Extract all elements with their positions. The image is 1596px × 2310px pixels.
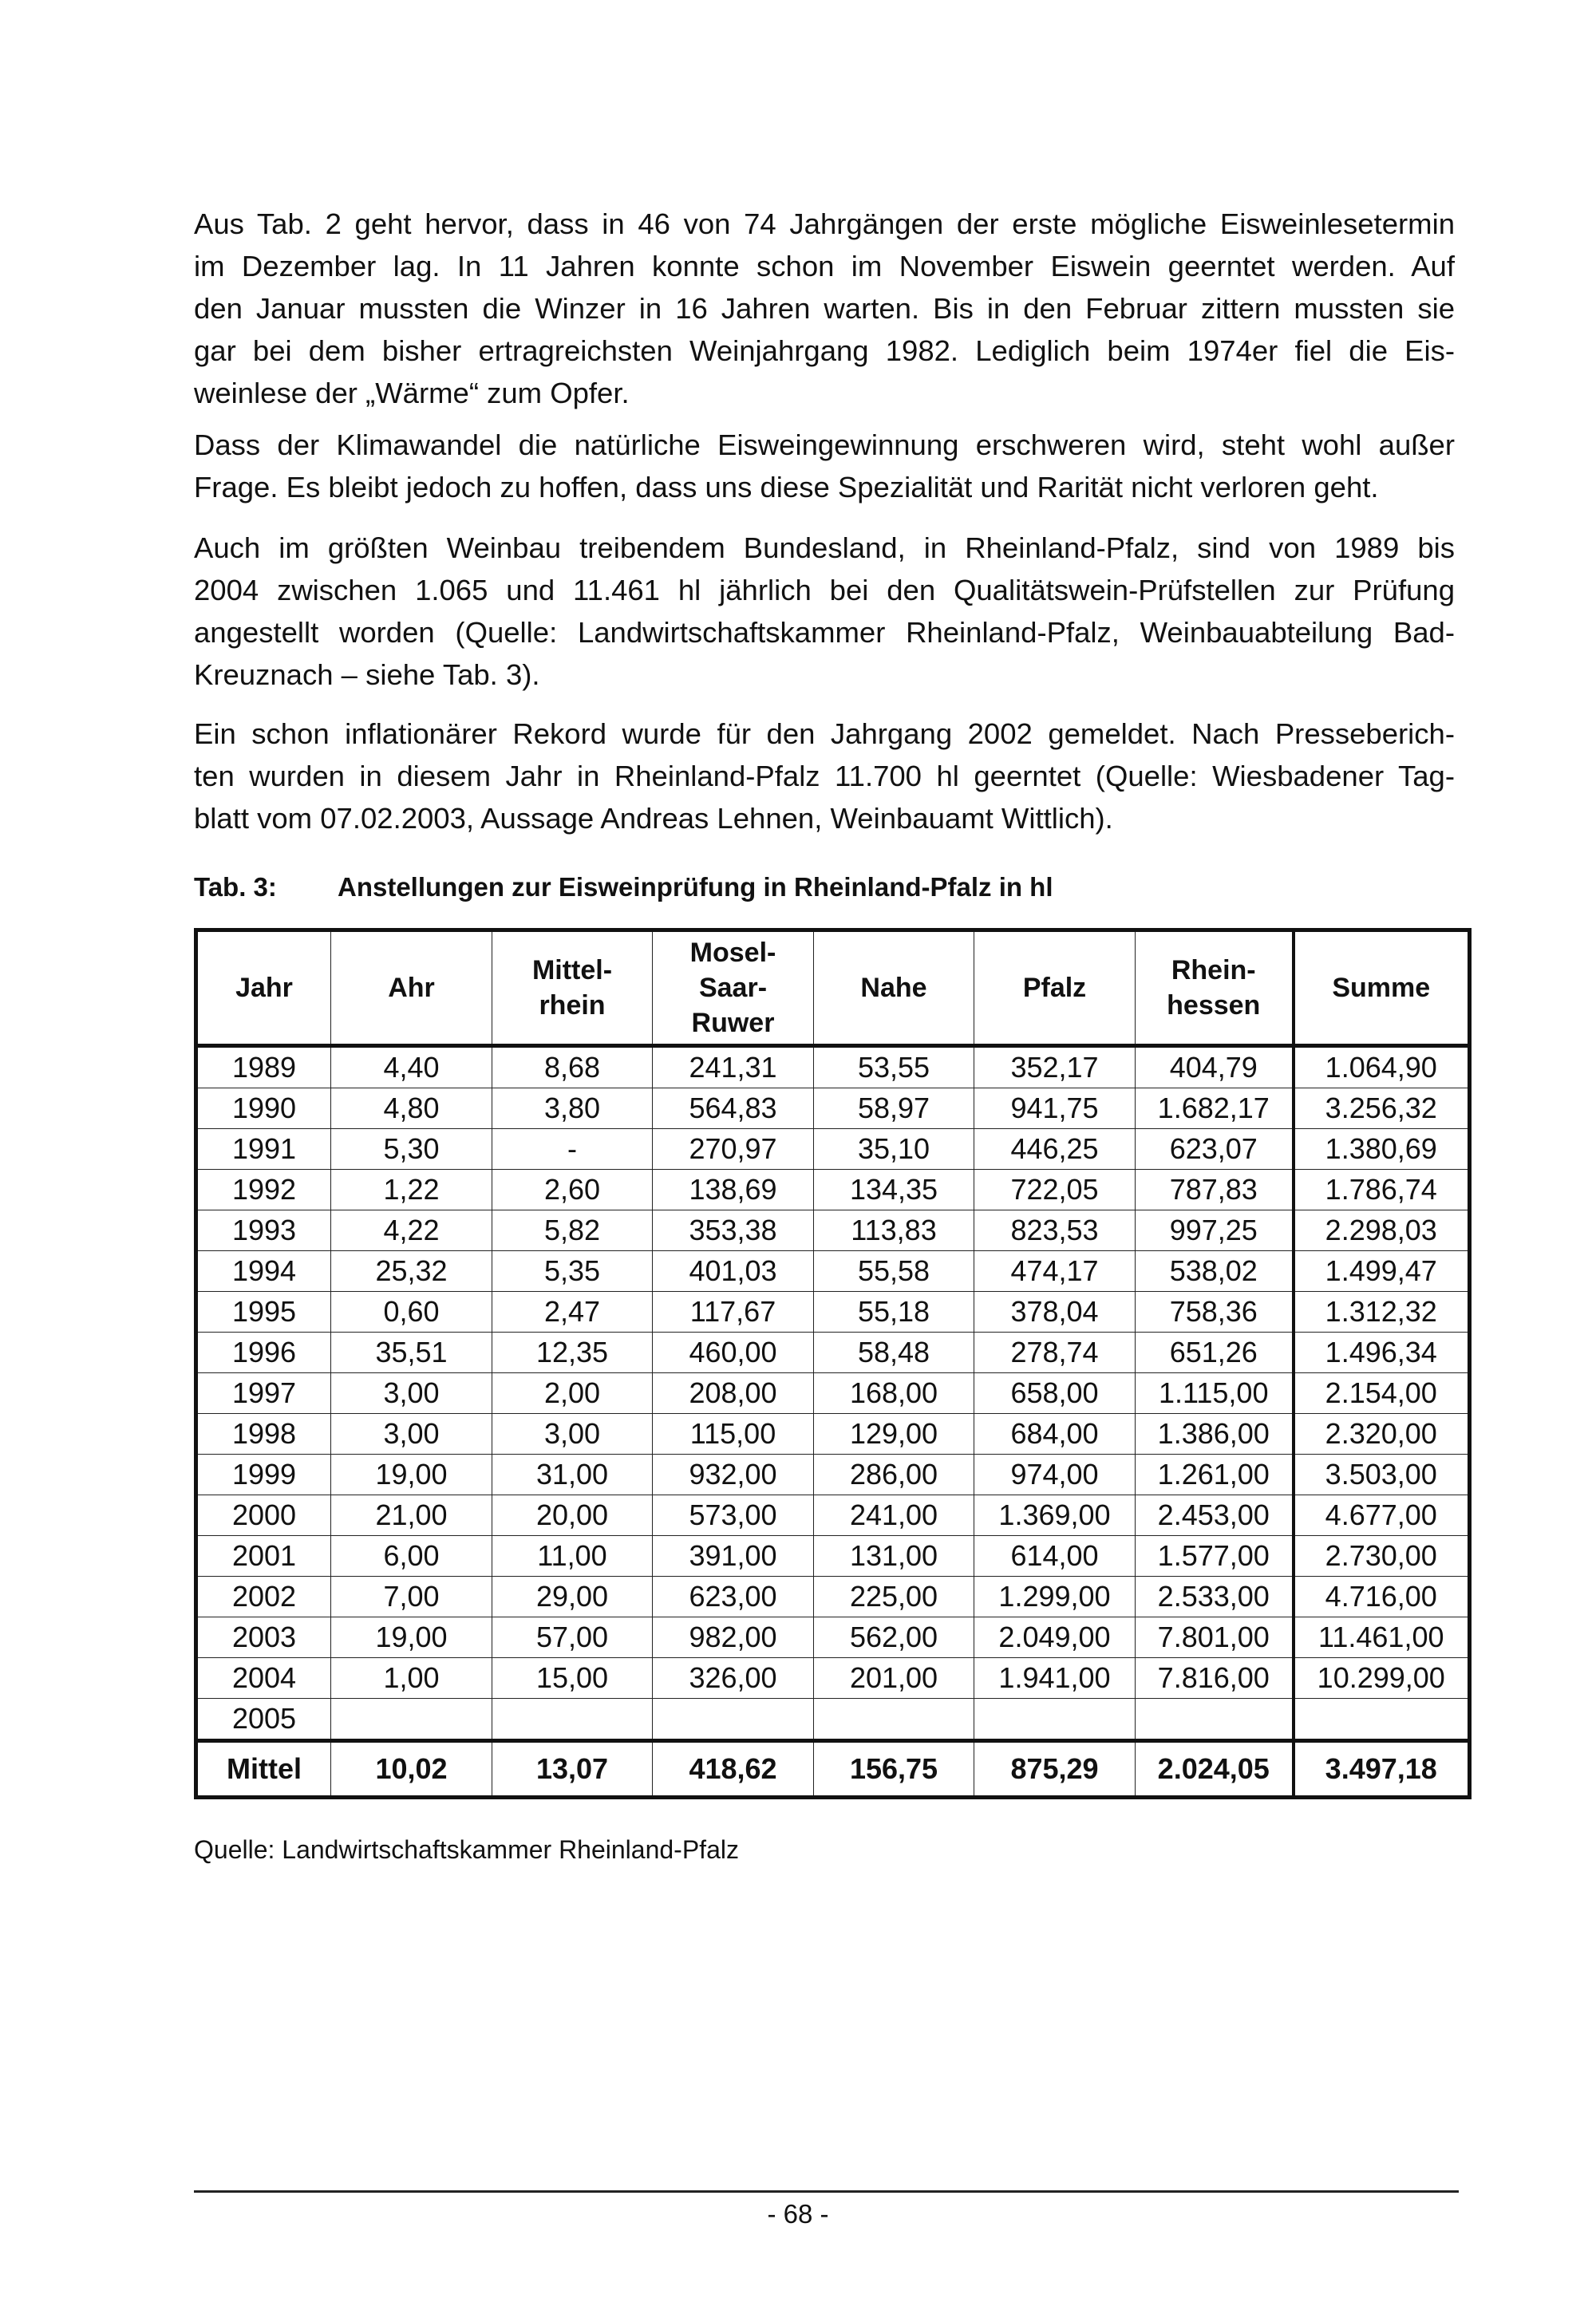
table-cell: 241,00 [814, 1495, 974, 1536]
table-cell: 1.941,00 [974, 1658, 1136, 1699]
table-cell: 2000 [196, 1495, 331, 1536]
table-cell: 875,29 [974, 1741, 1136, 1798]
table-row [196, 1088, 1470, 1129]
table-cell: 134,35 [814, 1170, 974, 1210]
header-pfalz: Pfalz [974, 930, 1136, 1046]
table-header-row [196, 930, 1470, 1046]
text-line: gar bei dem bisher ertragreichsten Weinjahrgang 1982. Lediglich beim 1974er fiel die Eis- [194, 334, 1455, 367]
table-cell: 4.677,00 [1294, 1495, 1470, 1536]
table-cell: 208,00 [653, 1373, 814, 1414]
table-cell: 2003 [196, 1617, 331, 1658]
table-cell: 982,00 [653, 1617, 814, 1658]
table-cell: 538,02 [1136, 1251, 1294, 1292]
table-cell: 378,04 [974, 1292, 1136, 1333]
table-cell: 5,82 [492, 1210, 653, 1251]
table-cell: 2,60 [492, 1170, 653, 1210]
table-cell: 623,00 [653, 1577, 814, 1617]
table-cell: 4,40 [331, 1046, 492, 1088]
table-row [196, 1373, 1470, 1414]
table-row [196, 1617, 1470, 1658]
table-cell: 1.577,00 [1136, 1536, 1294, 1577]
table-cell: 1.312,32 [1294, 1292, 1470, 1333]
table-row [196, 1251, 1470, 1292]
table-cell: 326,00 [653, 1658, 814, 1699]
table-cell: 117,67 [653, 1292, 814, 1333]
table-source: Quelle: Landwirtschaftskammer Rheinland-Pfalz [194, 1835, 739, 1864]
text-line: im Dezember lag. In 11 Jahren konnte schon im November Eiswein geerntet werden. Auf [194, 250, 1455, 282]
table-cell: 1.786,74 [1294, 1170, 1470, 1210]
table-cell: 974,00 [974, 1455, 1136, 1495]
table-cell: 156,75 [814, 1741, 974, 1798]
table-row [196, 1170, 1470, 1210]
table-cell: 932,00 [653, 1455, 814, 1495]
text-line: Kreuznach – siehe Tab. 3). [194, 658, 540, 691]
table-cell: 13,07 [492, 1741, 653, 1798]
table-cell: 1.261,00 [1136, 1455, 1294, 1495]
table-row [196, 1210, 1470, 1251]
table-cell: 131,00 [814, 1536, 974, 1577]
paragraph-2 [194, 424, 1455, 508]
table-cell: 446,25 [974, 1129, 1136, 1170]
table-cell: 2.533,00 [1136, 1577, 1294, 1617]
text-line: weinlese der „Wärme“ zum Opfer. [194, 377, 630, 409]
table-row [196, 1699, 1470, 1741]
table-cell: 658,00 [974, 1373, 1136, 1414]
table-cell: 21,00 [331, 1495, 492, 1536]
header-jahr: Jahr [196, 930, 331, 1046]
table-cell: 722,05 [974, 1170, 1136, 1210]
table-body [196, 1046, 1470, 1741]
table-row [196, 1414, 1470, 1455]
table-cell: 1993 [196, 1210, 331, 1251]
text-line: Aus Tab. 2 geht hervor, dass in 46 von 74 Jahrgängen der erste mögliche Eisweinlesetermin [194, 207, 1455, 240]
table-row [196, 1577, 1470, 1617]
table-cell: 168,00 [814, 1373, 974, 1414]
table-cell: 573,00 [653, 1495, 814, 1536]
table-cell: 6,00 [331, 1536, 492, 1577]
table-cell: 353,38 [653, 1210, 814, 1251]
table-cell: 2.730,00 [1294, 1536, 1470, 1577]
table-cell: 0,60 [331, 1292, 492, 1333]
table-cell: 2004 [196, 1658, 331, 1699]
table-cell: 1.380,69 [1294, 1129, 1470, 1170]
table-caption-title: Anstellungen zur Eisweinprüfung in Rheinland-Pfalz in hl [338, 872, 1053, 902]
table-cell: 241,31 [653, 1046, 814, 1088]
table-cell: 55,58 [814, 1251, 974, 1292]
table-cell: 2.049,00 [974, 1617, 1136, 1658]
table-cell: 31,00 [492, 1455, 653, 1495]
table-cell: 1.064,90 [1294, 1046, 1470, 1088]
table-cell: 474,17 [974, 1251, 1136, 1292]
table-cell: 1,00 [331, 1658, 492, 1699]
table-cell: 1997 [196, 1373, 331, 1414]
table-cell: 11.461,00 [1294, 1617, 1470, 1658]
table-row [196, 1292, 1470, 1333]
table-cell [331, 1699, 492, 1741]
text-line: Auch im größten Weinbau treibendem Bundesland, in Rheinland-Pfalz, sind von 1989 bis [194, 531, 1455, 564]
table-cell: 1.115,00 [1136, 1373, 1294, 1414]
table-cell: 270,97 [653, 1129, 814, 1170]
table-cell: 5,35 [492, 1251, 653, 1292]
footer-divider [194, 2190, 1459, 2193]
table-cell: 3.256,32 [1294, 1088, 1470, 1129]
table-cell [814, 1699, 974, 1741]
header-mosel-saar-ruwer: Mosel- Saar- Ruwer [653, 930, 814, 1046]
table-cell: 1989 [196, 1046, 331, 1088]
table-cell: 1999 [196, 1455, 331, 1495]
table-cell: 225,00 [814, 1577, 974, 1617]
table-cell: 2.154,00 [1294, 1373, 1470, 1414]
table-cell: 2002 [196, 1577, 331, 1617]
table-cell: 35,10 [814, 1129, 974, 1170]
table-cell: 12,35 [492, 1333, 653, 1373]
table-cell: 286,00 [814, 1455, 974, 1495]
table-row-mittel [196, 1741, 1470, 1798]
header-nahe: Nahe [814, 930, 974, 1046]
table-cell: Mittel [196, 1741, 331, 1798]
table-cell: 1.682,17 [1136, 1088, 1294, 1129]
table-cell: 10,02 [331, 1741, 492, 1798]
table-cell: 113,83 [814, 1210, 974, 1251]
table-cell: 1991 [196, 1129, 331, 1170]
table-cell: 352,17 [974, 1046, 1136, 1088]
table-cell [653, 1699, 814, 1741]
table-cell: 404,79 [1136, 1046, 1294, 1088]
table-cell: 11,00 [492, 1536, 653, 1577]
table-cell: 3,00 [331, 1373, 492, 1414]
table-cell: 129,00 [814, 1414, 974, 1455]
table-cell: 8,68 [492, 1046, 653, 1088]
table-cell: 562,00 [814, 1617, 974, 1658]
table-cell: 15,00 [492, 1658, 653, 1699]
eiswein-table [194, 928, 1472, 1799]
paragraph-3 [194, 527, 1455, 696]
table-cell: 3,00 [331, 1414, 492, 1455]
table-cell: 19,00 [331, 1617, 492, 1658]
table-cell: 418,62 [653, 1741, 814, 1798]
table-cell [492, 1699, 653, 1741]
table-cell: 2005 [196, 1699, 331, 1741]
table-cell: 758,36 [1136, 1292, 1294, 1333]
text-line: 2004 zwischen 1.065 und 11.461 hl jährlich bei den Qualitätswein-Prüfstellen zur Prüfung [194, 574, 1455, 606]
table-cell: 115,00 [653, 1414, 814, 1455]
table-cell: 823,53 [974, 1210, 1136, 1251]
paragraph-1 [194, 203, 1455, 414]
table-cell: 1998 [196, 1414, 331, 1455]
table-cell: 2.024,05 [1136, 1741, 1294, 1798]
table-cell: 278,74 [974, 1333, 1136, 1373]
table-cell: 7.801,00 [1136, 1617, 1294, 1658]
table-caption [194, 872, 1053, 902]
table-cell: 997,25 [1136, 1210, 1294, 1251]
paragraph-4 [194, 713, 1455, 839]
table-cell: 4.716,00 [1294, 1577, 1470, 1617]
text-line: ten wurden in diesem Jahr in Rheinland-Pfalz 11.700 hl geerntet (Quelle: Wiesbadener Tag- [194, 760, 1455, 792]
table-cell: 2001 [196, 1536, 331, 1577]
table-cell: 3.503,00 [1294, 1455, 1470, 1495]
table-cell: 787,83 [1136, 1170, 1294, 1210]
table-cell [1294, 1699, 1470, 1741]
table-cell: 623,07 [1136, 1129, 1294, 1170]
table-cell: 55,18 [814, 1292, 974, 1333]
header-summe: Summe [1294, 930, 1470, 1046]
table-cell: 3,80 [492, 1088, 653, 1129]
text-line: Dass der Klimawandel die natürliche Eisweingewinnung erschweren wird, steht wohl außer [194, 428, 1455, 461]
table-cell: 201,00 [814, 1658, 974, 1699]
table-cell: 7,00 [331, 1577, 492, 1617]
table-cell: 614,00 [974, 1536, 1136, 1577]
header-ahr: Ahr [331, 930, 492, 1046]
page-number: - 68 - [767, 2199, 829, 2229]
table-cell: 1.499,47 [1294, 1251, 1470, 1292]
table-row [196, 1046, 1470, 1088]
table-cell: 684,00 [974, 1414, 1136, 1455]
table-cell: 53,55 [814, 1046, 974, 1088]
table-cell: 1990 [196, 1088, 331, 1129]
table-cell: 2.320,00 [1294, 1414, 1470, 1455]
table-cell: 1.299,00 [974, 1577, 1136, 1617]
table-cell: 2.298,03 [1294, 1210, 1470, 1251]
table-cell: 5,30 [331, 1129, 492, 1170]
table-cell: 1992 [196, 1170, 331, 1210]
text-line: Frage. Es bleibt jedoch zu hoffen, dass uns diese Spezialität und Rarität nicht verloren geht. [194, 471, 1379, 503]
table-cell: 25,32 [331, 1251, 492, 1292]
table-cell: 391,00 [653, 1536, 814, 1577]
table-cell: 29,00 [492, 1577, 653, 1617]
table-cell: 1.369,00 [974, 1495, 1136, 1536]
table-caption-label: Tab. 3: [194, 872, 277, 902]
table-cell: 941,75 [974, 1088, 1136, 1129]
table-cell: 7.816,00 [1136, 1658, 1294, 1699]
table-cell: 58,48 [814, 1333, 974, 1373]
table-cell: 10.299,00 [1294, 1658, 1470, 1699]
table-cell: 1,22 [331, 1170, 492, 1210]
table-cell: 2,47 [492, 1292, 653, 1333]
table-cell: 20,00 [492, 1495, 653, 1536]
table-cell: 1995 [196, 1292, 331, 1333]
table-cell: 58,97 [814, 1088, 974, 1129]
table-cell: 564,83 [653, 1088, 814, 1129]
table-cell [974, 1699, 1136, 1741]
table-cell: 4,22 [331, 1210, 492, 1251]
table-cell: 57,00 [492, 1617, 653, 1658]
table-cell: 651,26 [1136, 1333, 1294, 1373]
table-cell: 3,00 [492, 1414, 653, 1455]
table-cell: 2,00 [492, 1373, 653, 1414]
table-cell: 19,00 [331, 1455, 492, 1495]
text-line: angestellt worden (Quelle: Landwirtschaftskammer Rheinland-Pfalz, Weinbauabteilung Bad- [194, 616, 1455, 649]
table-row [196, 1495, 1470, 1536]
table-cell: 4,80 [331, 1088, 492, 1129]
table-row [196, 1536, 1470, 1577]
table-cell: 138,69 [653, 1170, 814, 1210]
table-cell: 35,51 [331, 1333, 492, 1373]
table-row [196, 1333, 1470, 1373]
table-cell: 1994 [196, 1251, 331, 1292]
table-cell [1136, 1699, 1294, 1741]
table-cell: 460,00 [653, 1333, 814, 1373]
table-cell: 3.497,18 [1294, 1741, 1470, 1798]
table-row [196, 1658, 1470, 1699]
table-row [196, 1129, 1470, 1170]
header-mittelrhein: Mittel- rhein [492, 930, 653, 1046]
table-cell: 401,03 [653, 1251, 814, 1292]
table-cell: 1.386,00 [1136, 1414, 1294, 1455]
table-cell: - [492, 1129, 653, 1170]
table-cell: 1.496,34 [1294, 1333, 1470, 1373]
table-cell: 1996 [196, 1333, 331, 1373]
header-rheinhessen: Rhein- hessen [1136, 930, 1294, 1046]
text-line: blatt vom 07.02.2003, Aussage Andreas Lehnen, Weinbauamt Wittlich). [194, 802, 1113, 835]
table-row [196, 1455, 1470, 1495]
text-line: den Januar mussten die Winzer in 16 Jahren warten. Bis in den Februar zittern mussten sie [194, 292, 1455, 325]
text-line: Ein schon inflationärer Rekord wurde für den Jahrgang 2002 gemeldet. Nach Presseberich- [194, 717, 1455, 750]
table-cell: 2.453,00 [1136, 1495, 1294, 1536]
